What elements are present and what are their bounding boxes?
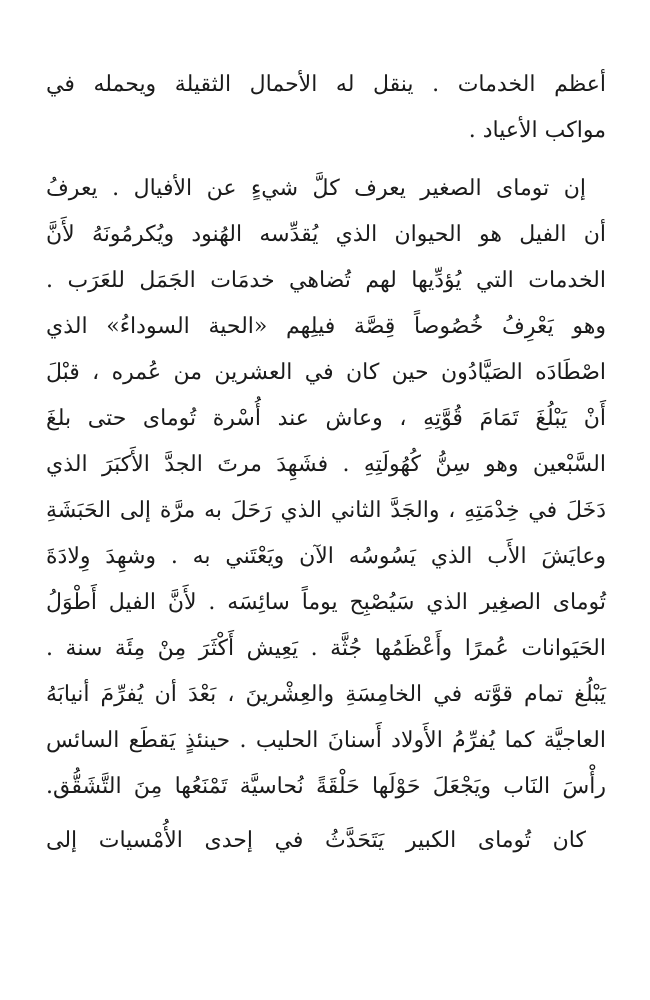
text-line: أن الفیل هو الحیوان الذي یُقدِّسه الهُنود ویُکرمُونَهُ لأَنَّ xyxy=(46,222,606,247)
text-line: الخدمات التي یُؤدِّیها لهم تُضاهي خدمَات الجَمَل للعَرَب . xyxy=(46,268,606,293)
text-line: مواكب الأعياد . xyxy=(468,118,606,143)
text-line: إن تومای الصغیر یعرف کلَّ شيءٍ عن الأفیال . یعرفُ xyxy=(46,176,586,201)
text-line: اصْطَادَه الصَیَّادُون حین کان في العشرین من عُمره ، قبْلَ xyxy=(46,360,606,385)
text-line: وعایَشَ الأَب الذي یَسُوسُه الآن ویَعْتَني به . وشهِدَ وِلادَةَ xyxy=(46,544,606,569)
text-line: تُومای الصغِیر الذي سَیُصْبِح یوماً سائِسَه . لأَنَّ الفیل أَطْوَلُ xyxy=(46,590,606,615)
text-line: کان تُومای الکبیر یَتَحَدَّثُ في إحدی الأُمْسیات إلی xyxy=(46,828,586,853)
text-line: وهو یَعْرِفُ خُصُوصاً قِصَّة فیلِهم «الحیة السوداءُ» الذي xyxy=(46,314,606,339)
text-line: أَنْ یَبْلُغَ تَمَامَ قُوَّتِهِ ، وعاش عند أُسْرة تُومای حتی بلغَ xyxy=(46,406,606,431)
text-line: رأْسَ النَاب ویَجْعَلَ حَوْلَها حَلْقَةً نُحاسیَّة تَمْنَعُها مِنَ التَّشَقُّق. xyxy=(46,774,606,799)
book-page-text xyxy=(46,62,606,864)
text-line: الحَیَوانات عُمرًا وأَعْظَمُها جُثَّة . یَعِیش أَکْثَرَ مِنْ مِئَة سنة . xyxy=(46,636,606,661)
text-line: دَخَلَ في خِدْمَتِهِ ، والجَدَّ الثاني الذي رَحَلَ به مرَّة إلی الحَبَشَةِ xyxy=(46,498,606,523)
text-line: العاجیَّة کما یُفرِّمُ الأَولاد أَسنانَ الحلیب . حینئذٍ یَقطَع السائس xyxy=(46,728,606,753)
text-line: السَّبْعین وهو سِنُّ کُهُولَتِهِ . فشَهِدَ مرتَ الجدَّ الأَکبَرَ الذي xyxy=(46,452,606,477)
text-line: یَبْلُغ تمام قوَّته في الخامِسَةِ والعِشْرینَ ، بَعْدَ أن یُفرِّمَ أنیابَهُ xyxy=(46,682,606,707)
text-line: أعظم الخدمات . ينقل له الأحمال الثقيلة ويحمله في xyxy=(46,72,606,97)
